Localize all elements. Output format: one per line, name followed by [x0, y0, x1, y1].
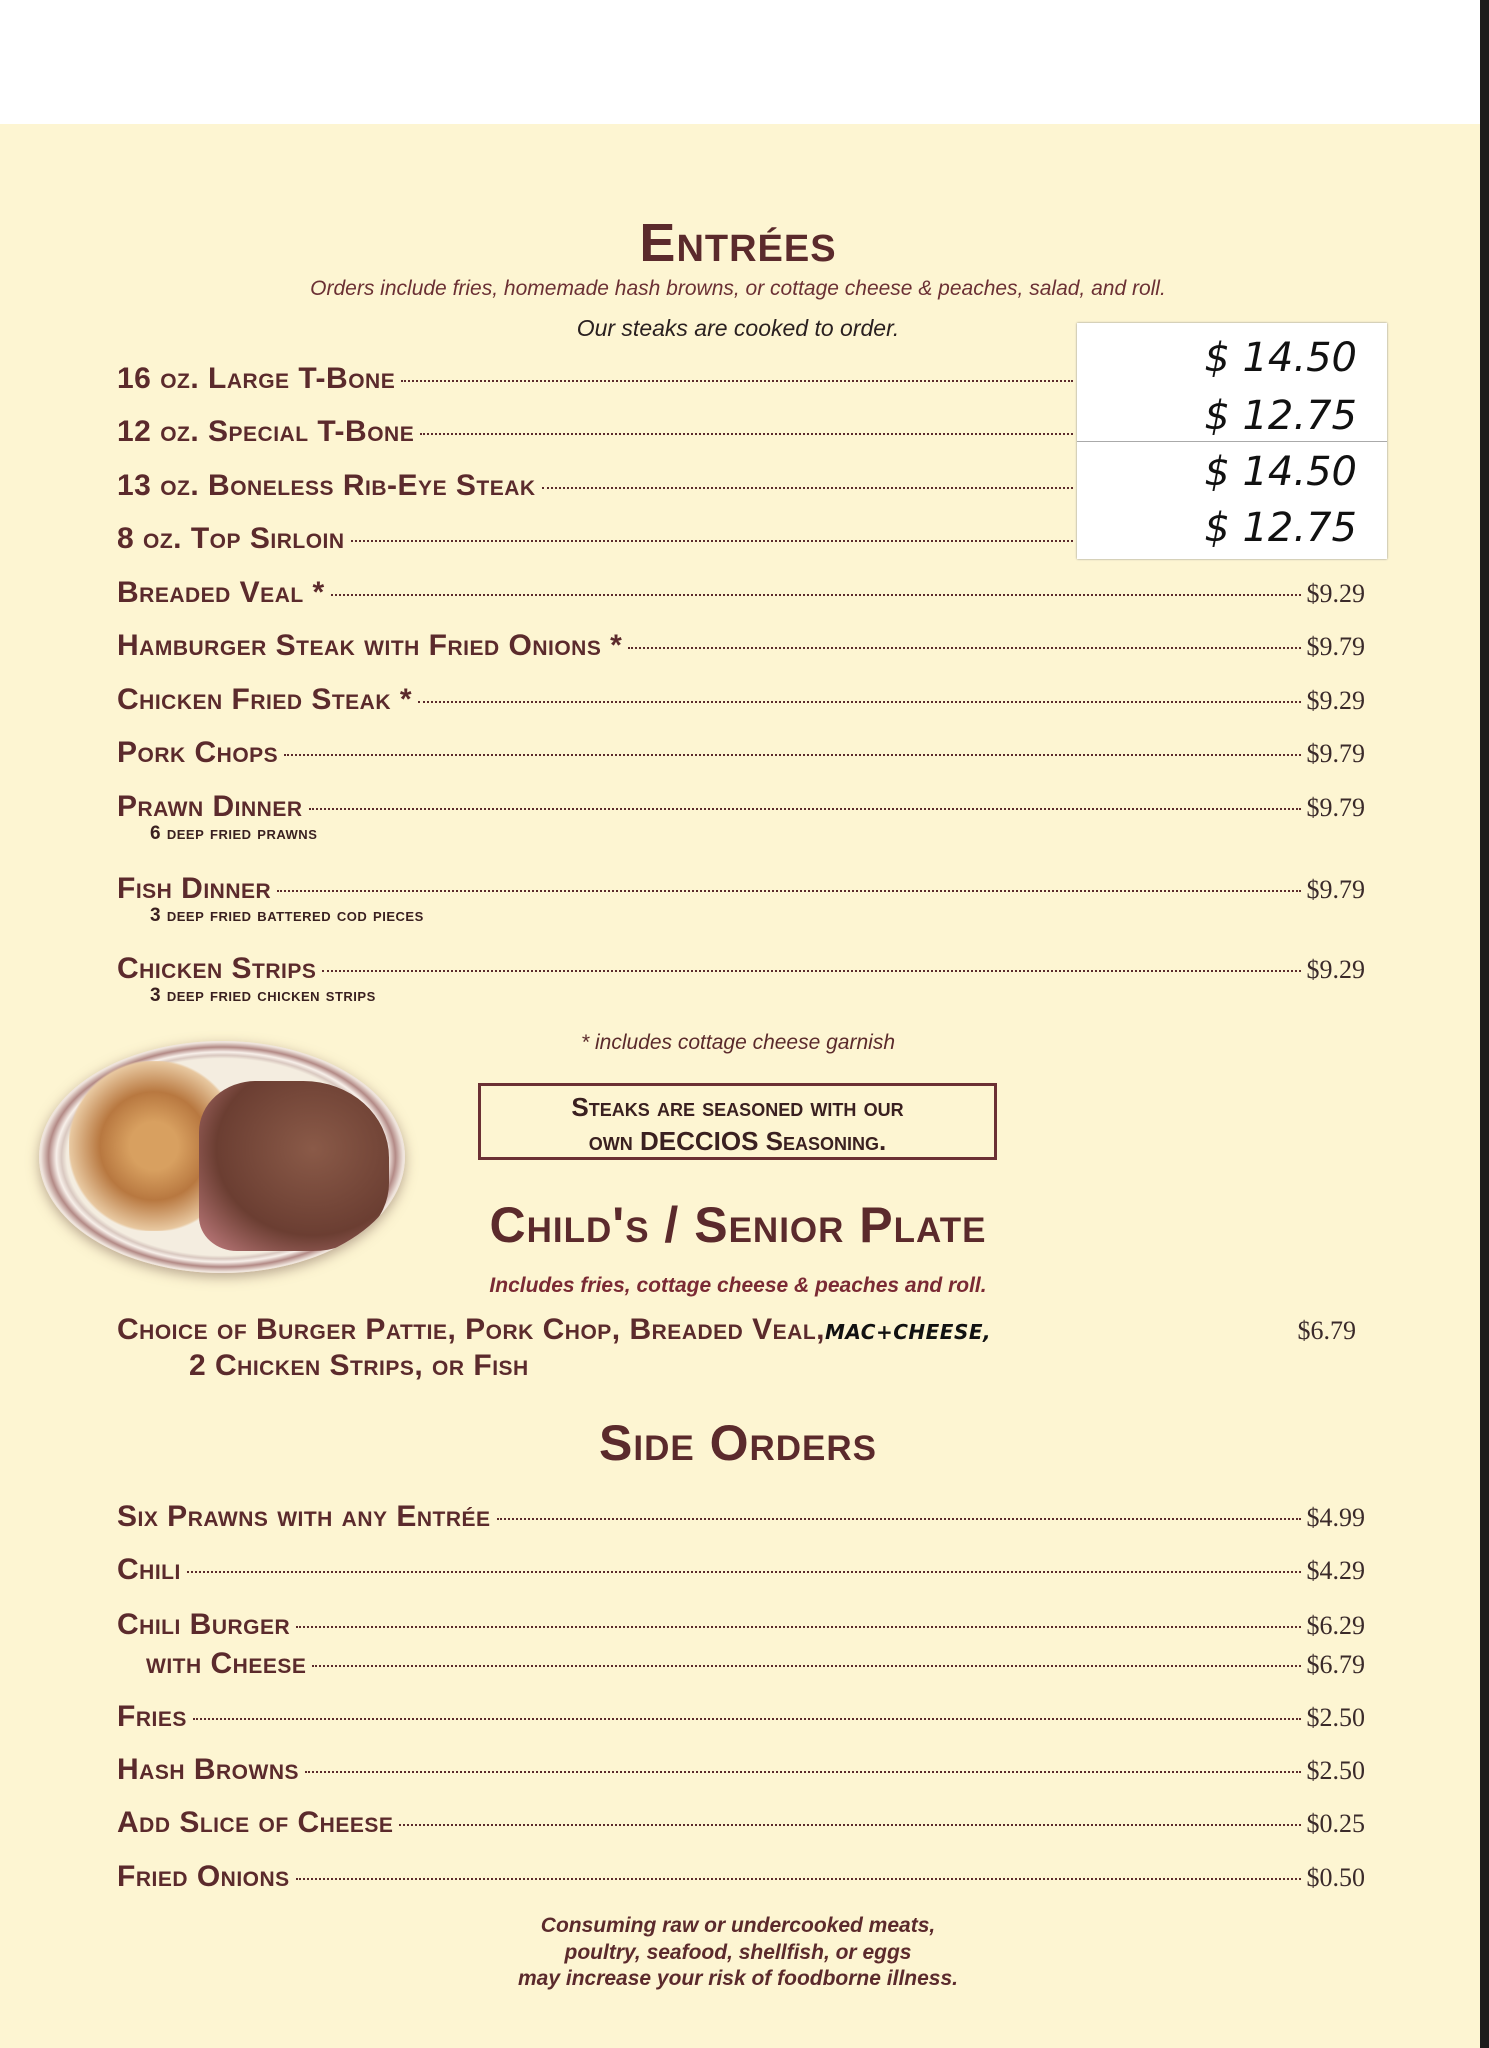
menu-item [146, 1647, 1365, 1681]
steaks-note: Our steaks are cooked to order. [576, 315, 900, 341]
item-name: Fries [117, 1700, 187, 1733]
dot-leader [420, 433, 1073, 435]
item-price: $4.99 [1306, 1503, 1365, 1532]
menu-item [117, 736, 1365, 770]
dot-leader [497, 1518, 1301, 1520]
item-name: with Cheese [146, 1647, 307, 1680]
item-name: 8 oz. Top Sirloin [117, 522, 345, 555]
item-price: $9.79 [1306, 793, 1365, 822]
item-name: Chili Burger [117, 1608, 291, 1641]
handwritten-price: $ 12.75 [1204, 393, 1357, 439]
item-name: Prawn Dinner [117, 790, 303, 823]
item-price: $4.29 [1306, 1556, 1365, 1585]
menu-item [117, 415, 1079, 449]
item-price: $6.79 [1306, 1650, 1365, 1679]
menu-item [117, 1553, 1365, 1587]
scan-edge [1480, 0, 1489, 2048]
item-name: Chili [117, 1553, 181, 1586]
menu-item [117, 683, 1365, 717]
item-name: 13 oz. Boneless Rib-Eye Steak [117, 469, 536, 502]
item-name: 16 oz. Large T-Bone [117, 362, 396, 395]
item-name: Hash Browns [117, 1753, 299, 1786]
item-price: $9.79 [1306, 632, 1365, 661]
menu-item [117, 1860, 1365, 1894]
entrees-subtitle: Orders include fries, homemade hash browns, or cottage cheese & peaches, salad, and roll. [310, 277, 1166, 300]
item-name: 12 oz. Special T-Bone [117, 415, 415, 448]
price-sticker [1077, 323, 1387, 559]
item-price: $9.29 [1306, 579, 1365, 608]
item-price: $0.25 [1306, 1809, 1365, 1838]
menu-item [117, 1700, 1365, 1734]
item-price: $9.29 [1306, 955, 1365, 984]
dot-leader [296, 1878, 1301, 1880]
menu-item [117, 1753, 1365, 1787]
item-name: Add Slice of Cheese [117, 1806, 394, 1839]
item-price: $2.50 [1306, 1756, 1365, 1785]
garnish-note: * includes cottage cheese garnish [580, 1031, 896, 1054]
menu-item [117, 790, 1365, 824]
item-name: Chicken Strips [117, 952, 317, 985]
handwritten-price: $ 14.50 [1204, 449, 1357, 495]
menu-item [117, 629, 1365, 663]
menu-item [117, 362, 1079, 396]
menu-item [117, 469, 1079, 503]
item-name: Fried Onions [117, 1860, 290, 1893]
dot-leader [399, 1824, 1300, 1826]
item-description: 3 deep fried battered cod pieces [150, 905, 424, 926]
dot-leader [309, 808, 1301, 810]
child-senior-title: Child's / Senior Plate [489, 1197, 987, 1253]
dot-leader [187, 1571, 1301, 1573]
footer-line: Consuming raw or undercooked meats, [540, 1914, 936, 1937]
dot-leader [351, 540, 1073, 542]
item-name: Six Prawns with any Entrée [117, 1500, 491, 1533]
dot-leader [542, 487, 1073, 489]
menu-item [117, 872, 1365, 906]
dot-leader [331, 594, 1301, 596]
item-name: Breaded Veal * [117, 576, 325, 609]
dot-leader [284, 754, 1300, 756]
menu-item [117, 1806, 1365, 1840]
seasoning-line: own DECCIOS Seasoning. [588, 1126, 887, 1156]
dot-leader [305, 1771, 1301, 1773]
item-name: Chicken Fried Steak * [117, 683, 413, 716]
dot-leader [193, 1718, 1301, 1720]
side-orders-title: Side Orders [599, 1415, 877, 1471]
menu-item [117, 1608, 1365, 1642]
child-senior-choices [117, 1313, 991, 1347]
item-price: $2.50 [1306, 1703, 1365, 1732]
choices-line-1: Choice of Burger Pattie, Pork Chop, Breaded Veal, [117, 1313, 825, 1346]
handwritten-price: $ 12.75 [1204, 505, 1357, 551]
menu-item [117, 576, 1365, 610]
item-name: Pork Chops [117, 736, 279, 769]
item-price: $9.79 [1306, 875, 1365, 904]
item-name: Fish Dinner [117, 872, 272, 905]
item-description: 3 deep fried chicken strips [150, 985, 376, 1006]
item-price: $9.29 [1306, 686, 1365, 715]
child-senior-price: $6.79 [1297, 1316, 1356, 1345]
handwritten-price: $ 14.50 [1204, 335, 1357, 381]
menu-item [117, 1500, 1365, 1534]
dot-leader [277, 890, 1300, 892]
footer-line: poultry, seafood, shellfish, or eggs [564, 1941, 912, 1964]
dot-leader [312, 1665, 1300, 1667]
seasoning-line: Steaks are seasoned with our [571, 1092, 904, 1122]
dot-leader [628, 647, 1300, 649]
entrees-title: Entrées [639, 213, 837, 273]
dot-leader [322, 970, 1300, 972]
item-price: $0.50 [1306, 1863, 1365, 1892]
child-senior-subtitle: Includes fries, cottage cheese & peaches and roll. [489, 1274, 987, 1297]
dot-leader [401, 380, 1073, 382]
item-name: Hamburger Steak with Fried Onions * [117, 629, 623, 662]
dot-leader [418, 701, 1300, 703]
item-description: 6 deep fried prawns [150, 823, 318, 844]
seasoning-box [478, 1083, 997, 1160]
choices-line-2: 2 Chicken Strips, or Fish [189, 1349, 529, 1382]
menu-item [117, 522, 1079, 556]
item-price: $9.79 [1306, 739, 1365, 768]
menu-item [117, 952, 1365, 986]
dot-leader [296, 1626, 1300, 1628]
footer-line: may increase your risk of foodborne illness. [518, 1967, 958, 1990]
handwritten-addition: MAC+CHEESE, [825, 1320, 992, 1344]
item-price: $6.29 [1306, 1611, 1365, 1640]
